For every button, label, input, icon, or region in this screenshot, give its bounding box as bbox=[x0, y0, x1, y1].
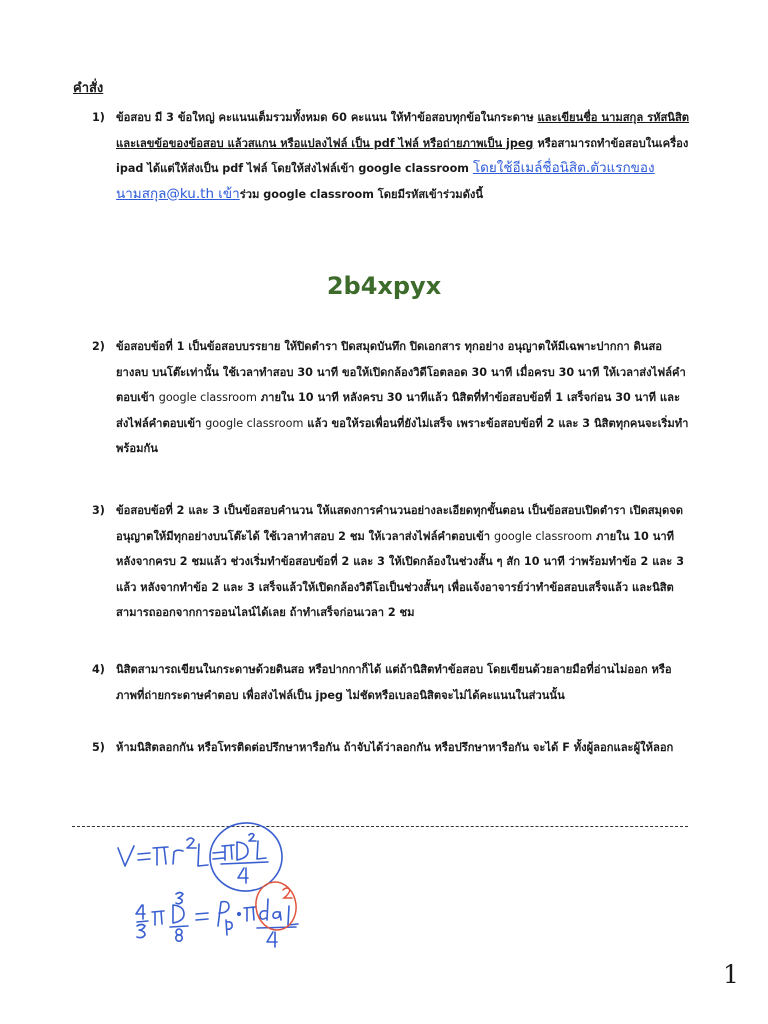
item-text-segment: ข้อสอบข้อที่ 2 และ 3 เป็นข้อสอบคำนวน ให้แสดงการคำนวนอย่างละเอียดทุกขั้นตอน เป็นข้อสอบเปิดตำรา เปิดสมุดจด อนุญาตให้มีทุกอย่างบนโต๊ะได้ ใช้เวลาทำสอบ 2 ชม ให้เวลาส่งไฟล์คำตอบเข้า bbox=[116, 504, 684, 543]
item-text-segment: แล้ว ขอให้รอเพื่อนที่ยังไม่เสร็จ เพราะข้อสอบข้อที่ 2 และ 3 นิสิตทุกคนจะเริ่มทำพร้อมกัน bbox=[116, 416, 689, 455]
item-text-underlined: และเขียนชื่อ นามสกุล รหัสนิสิต และเลขข้อของข้อสอบ แล้วสแกน หรือแปลงไฟล์ เป็น pdf ไฟล์ หรือถ่ายภาพเป็น jpeg bbox=[116, 111, 690, 150]
item-text-segment: ภายใน 10 นาที หลังจากครบ 2 ชมแล้ว ช่วงเริ่มทำข้อสอบข้อที่ 2 และ 3 ให้เปิดกล้องในช่วงสั้น ๆ สัก 10 นาที ว่าพร้อมทำข้อ 2 และ 3 แล้ว หลังจากทำข้อ 2 และ 3 เสร็จแล้วให้เปิดกล้องวิดีโอเป็นช่วงสั้นๆ เพื่อแจ้งอาจารย์ว่าทำข้อสอบเสร็จแล้ว และนิสิตสามารถออกจากการออนไลน์ได้เลย ถ้าทำเสร็จก่อนเวลา 2 ชม bbox=[116, 529, 684, 619]
item-text-segment: ร่วม google classroom โดยมีรหัสเข้าร่วมดังนี้ bbox=[239, 187, 483, 201]
item-number: 5) bbox=[92, 741, 105, 754]
item-text-segment: หรือสามารถทำข้อสอบในเครื่อง ipad ได้แต่ให้ส่งเป็น pdf ไฟล์ โดยให้ส่งไฟล์เข้า google classroom bbox=[116, 136, 689, 175]
item-number: 3) bbox=[92, 504, 105, 517]
item-text-plain: google classroom bbox=[205, 416, 304, 430]
item-text-segment: ข้อสอบข้อที่ 1 เป็นข้อสอบบรรยาย ให้ปิดตำรา ปิดสมุดบันทึก ปิดเอกสาร ทุกอย่าง อนุญาตให้มีเฉพาะปากกา ดินสอ ยางลบ บนโต๊ะเท่านั้น ใช้เวลาทำสอบ 30 นาที ขอให้เปิดกล้องวิดีโอตลอด 30 นาที เมื่อครบ 30 นาที ให้เวลาส่งไฟล์คำตอบเข้า bbox=[116, 340, 686, 404]
item-text-plain: google classroom bbox=[493, 529, 593, 543]
item-text-segment: ภายใน 10 นาที หลังครบ 30 นาทีแล้ว นิสิตที่ทำข้อสอบข้อที่ 1 เสร็จก่อน 30 นาที และส่งไฟล์คำตอบเข้า bbox=[116, 391, 680, 430]
item-text: ห้ามนิสิตลอกกัน หรือโทรติดต่อปรึกษาหารือกัน ถ้าจับได้ว่าลอกกัน หรือปรึกษาหารือกัน จะได้ F ทั้งผู้ลอกและผู้ให้ลอก bbox=[116, 741, 674, 754]
item-number: 2) bbox=[92, 340, 105, 353]
item-text-plain: google classroom bbox=[158, 391, 257, 404]
instructions-heading: คำสั่ง bbox=[73, 81, 104, 96]
item-text-segment: ข้อสอบ มี 3 ข้อใหญ่ คะแนนเต็มรวมทั้งหมด 60 คะแนน ให้ทำข้อสอบทุกข้อในกระดาษ bbox=[116, 111, 538, 124]
email-instruction-link[interactable]: โดยใช้อีเมล์ชื่อนิสิต.ตัวแรกของนามสกุล@ku.th เข้า bbox=[116, 160, 655, 202]
page-number: 1 bbox=[723, 960, 739, 989]
item-number: 4) bbox=[92, 663, 105, 676]
item-number: 1) bbox=[92, 111, 105, 124]
item-text: นิสิตสามารถเขียนในกระดาษด้วยดินสอ หรือปากกาก็ได้ แต่ถ้านิสิตทำข้อสอบ โดยเขียนด้วยลายมือที่อ่านไม่ออก หรือภาพที่ถ่ายกระดาษคำตอบ เพื่อส่งไฟล์เป็น jpeg ไม่ชัดหรือเบลอนิสิตจะไม่ได้คะแนนในส่วนนั้น bbox=[116, 663, 672, 702]
classroom-join-code: 2b4xpyx bbox=[326, 272, 442, 300]
